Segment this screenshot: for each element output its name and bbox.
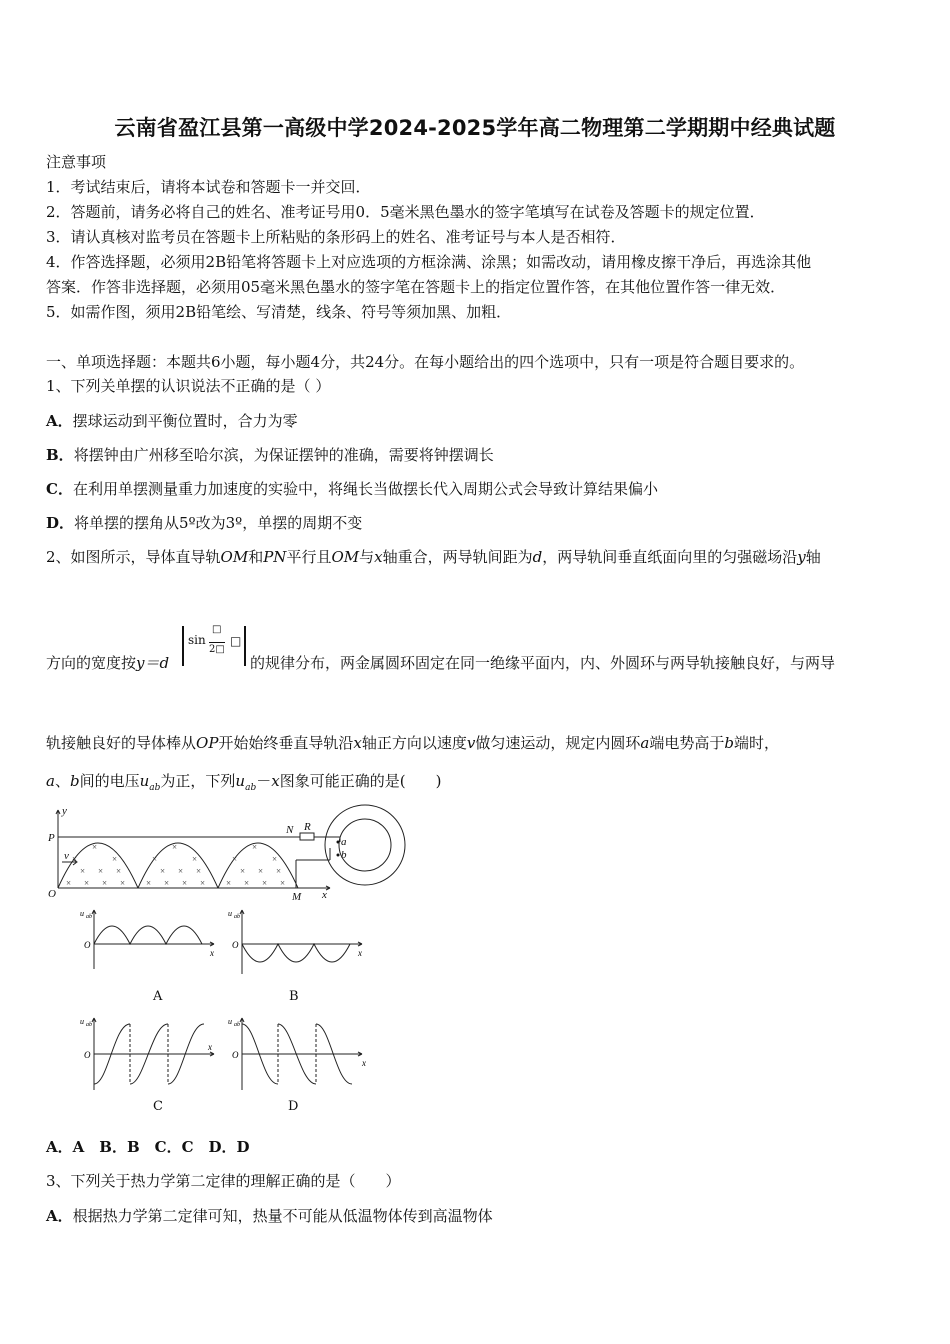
option-text: 摆球运动到平衡位置时，合力为零 xyxy=(72,412,298,430)
graph-b-label: B xyxy=(289,989,299,1004)
question-2-line-2-start: 方向的宽度按y＝d xyxy=(46,654,170,672)
question-3-stem: 3、下列关于热力学第二定律的理解正确的是（ ） xyxy=(46,1172,401,1190)
question-1-stem: 1、下列关单摆的认识说法不正确的是（ ） xyxy=(46,377,331,395)
field-cross: × xyxy=(172,842,178,852)
q1-option-a xyxy=(46,409,298,433)
graph-a-label: A xyxy=(153,989,163,1004)
axis-u-sub: ab xyxy=(234,1022,240,1028)
field-cross: × xyxy=(192,854,198,864)
outer-ring xyxy=(325,805,405,885)
field-cross: × xyxy=(226,878,232,888)
notice-item: 4．作答选择题，必须用2B铅笔将答题卡上对应选项的方框涂满、涂黑；如需改动，请用橡皮擦干净后，再选涂其他 xyxy=(46,253,812,271)
sine-formula: sin □ 2□ □ xyxy=(182,624,248,668)
field-cross: × xyxy=(152,854,158,864)
graph-c xyxy=(78,1012,228,1092)
option-label: A． xyxy=(46,412,73,430)
notice-heading: 注意事项 xyxy=(46,153,107,171)
axis-u-sub: ab xyxy=(86,1022,92,1028)
field-cross: × xyxy=(240,866,246,876)
label-o: O xyxy=(48,888,56,900)
axis-u-label: u xyxy=(228,1017,232,1026)
terminal-a-dot xyxy=(337,841,340,844)
option-label: C． xyxy=(46,480,73,498)
label-a: a xyxy=(341,836,347,848)
graph-b xyxy=(226,904,376,974)
graph-c-label: C xyxy=(153,1099,163,1114)
resistor-r xyxy=(300,833,314,840)
graph-d xyxy=(226,1012,376,1092)
field-cross: × xyxy=(178,866,184,876)
axis-u-label: u xyxy=(80,909,84,918)
label-x: x xyxy=(322,889,327,901)
field-cross: × xyxy=(84,878,90,888)
field-cross: × xyxy=(146,878,152,888)
field-cross: × xyxy=(232,854,238,864)
field-cross: × xyxy=(196,866,202,876)
field-cross: × xyxy=(280,878,286,888)
rail-circuit-figure xyxy=(40,800,420,910)
page-title: 云南省盈江县第一高级中学2024-2025学年高二物理第二学期期中经典试题 xyxy=(114,116,836,140)
label-v: v xyxy=(64,850,69,862)
option-label: A． xyxy=(46,1207,73,1225)
notice-item: 答案．作答非选择题，必须用05毫米黑色墨水的签字笔在答题卡上的指定位置作答，在其他位置作答一律无效． xyxy=(46,278,786,296)
q1-option-d xyxy=(46,511,362,535)
field-cross: × xyxy=(200,878,206,888)
field-cross: × xyxy=(80,866,86,876)
q1-option-b xyxy=(46,443,494,467)
label-p: P xyxy=(48,832,55,844)
axis-u-label: u xyxy=(228,909,232,918)
field-cross: × xyxy=(252,842,258,852)
inner-ring xyxy=(339,819,391,871)
option-label: D． xyxy=(46,514,75,532)
field-cross: × xyxy=(66,878,72,888)
notice-item: 3．请认真核对监考员在答题卡上所粘贴的条形码上的姓名、准考证号与本人是否相符． xyxy=(46,228,626,246)
q2-answer-options: A．A B．B C．C D．D xyxy=(46,1138,250,1156)
axis-u-sub: ab xyxy=(86,914,92,920)
question-2-line-3: 轨接触良好的导体棒从OP开始始终垂直导轨沿x轴正方向以速度v做匀速运动，规定内圆环a端电势高于b端时， xyxy=(46,734,779,752)
field-cross: × xyxy=(98,866,104,876)
question-2-line-1: 2、如图所示，导体直导轨OM和PN平行且OM与x轴重合，两导轨间距为d，两导轨间垂直纸面向里的匀强磁场沿y轴 xyxy=(46,548,821,566)
field-cross: × xyxy=(116,866,122,876)
axis-x-label: x xyxy=(362,1058,366,1068)
field-cross: × xyxy=(164,878,170,888)
label-b: b xyxy=(341,849,347,861)
field-cross: × xyxy=(72,854,78,864)
option-text: 在利用单摆测量重力加速度的实验中，将绳长当做摆长代入周期公式会导致计算结果偏小 xyxy=(72,480,658,498)
label-r: R xyxy=(304,821,311,833)
field-cross: × xyxy=(276,866,282,876)
option-text: 将单摆的摆角从5º改为3º，单摆的周期不变 xyxy=(74,514,363,532)
curve-b xyxy=(242,944,350,962)
field-cross: × xyxy=(92,842,98,852)
origin-label: O xyxy=(232,940,239,950)
graph-a xyxy=(78,904,228,974)
question-2-line-4: a、b间的电压$u_{ab}$为正，下列$u_{ab}-x$图象可能正确的是( ) xyxy=(46,772,442,793)
axis-u-sub: ab xyxy=(234,914,240,920)
q3-option-a xyxy=(46,1204,493,1228)
label-m: M xyxy=(292,891,302,903)
notice-item: 5．如需作图，须用2B铅笔绘、写清楚，线条、符号等须加黑、加粗． xyxy=(46,303,512,321)
axis-x-label: x xyxy=(208,1042,212,1052)
notice-item: 1．考试结束后，请将本试卷和答题卡一并交回． xyxy=(46,178,371,196)
terminal-b-dot xyxy=(337,854,340,857)
notice-item: 2．答题前，请务必将自己的姓名、准考证号用0．5毫米黑色墨水的签字笔填写在试卷及答题卡的规定位置． xyxy=(46,203,765,221)
label-n: N xyxy=(286,824,294,836)
option-text: 将摆钟由广州移至哈尔滨，为保证摆钟的准确，需要将钟摆调长 xyxy=(73,446,494,464)
field-cross: × xyxy=(102,878,108,888)
field-cross: × xyxy=(258,866,264,876)
label-y: y xyxy=(62,805,67,817)
field-cross: × xyxy=(120,878,126,888)
axis-u-label: u xyxy=(80,1017,84,1026)
field-crosses xyxy=(66,842,285,888)
axis-x-label: x xyxy=(210,948,214,958)
option-label: B． xyxy=(46,446,74,464)
section-heading: 一、单项选择题：本题共6小题，每小题4分，共24分。在每小题给出的四个选项中，只有一项是符合题目要求的。 xyxy=(46,353,805,371)
question-2-line-2-end: 的规律分布，两金属圆环固定在同一绝缘平面内，内、外圆环与两导轨接触良好，与两导 xyxy=(250,654,836,672)
option-text: 根据热力学第二定律可知，热量不可能从低温物体传到高温物体 xyxy=(72,1207,493,1225)
origin-label: O xyxy=(232,1050,239,1060)
graph-d-label: D xyxy=(288,1099,299,1114)
curve-a xyxy=(94,926,202,944)
field-cross: × xyxy=(112,854,118,864)
field-cross: × xyxy=(160,866,166,876)
field-cross: × xyxy=(182,878,188,888)
field-cross: × xyxy=(244,878,250,888)
q1-option-c xyxy=(46,477,658,501)
origin-label: O xyxy=(84,940,91,950)
field-cross: × xyxy=(262,878,268,888)
field-cross: × xyxy=(272,854,278,864)
origin-label: O xyxy=(84,1050,91,1060)
axis-x-label: x xyxy=(358,948,362,958)
